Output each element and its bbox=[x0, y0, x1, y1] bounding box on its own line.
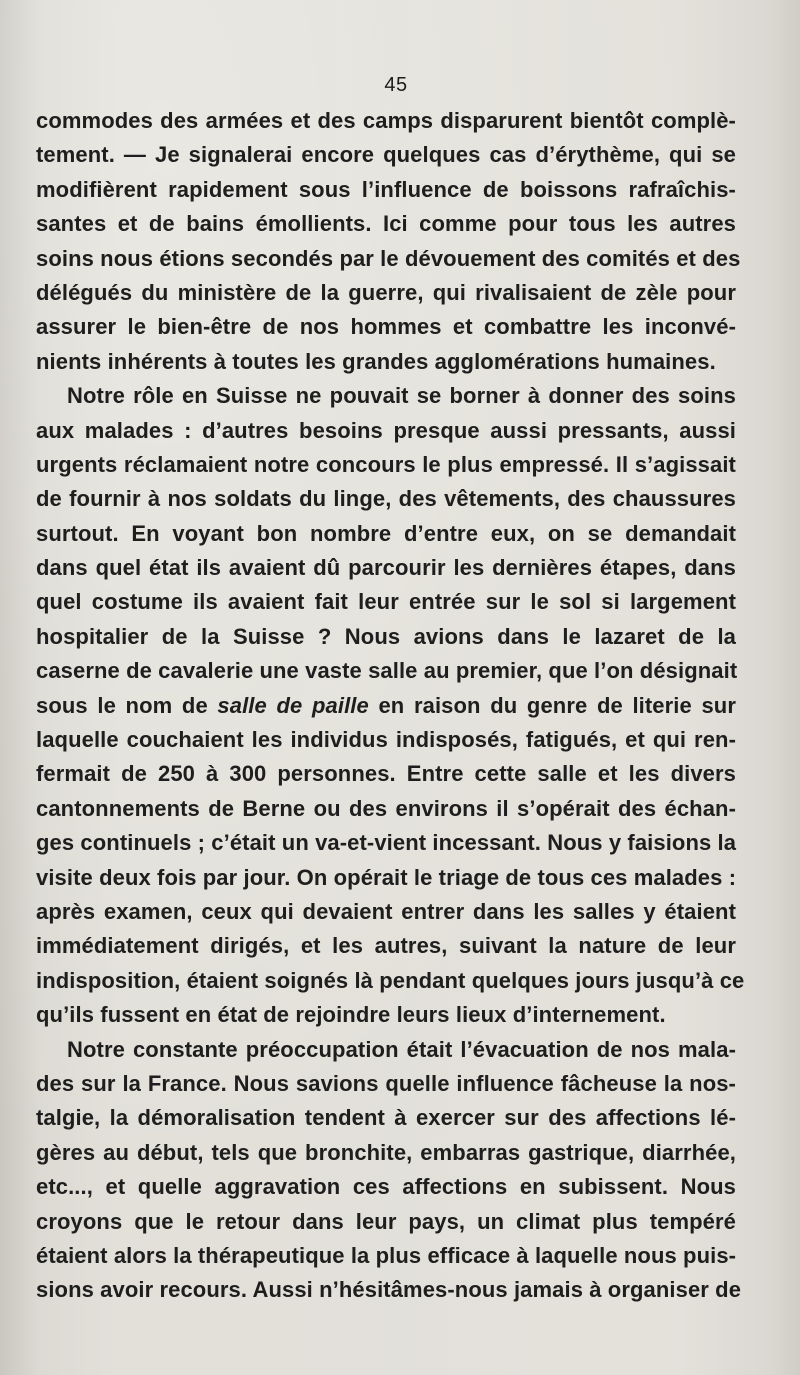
paragraph-first-line: Notre rôle en Suisse ne pouvait se borner à donner des soins bbox=[67, 383, 736, 409]
text-line: délégués du ministère de la guerre, qui rivalisaient de zèle pour bbox=[36, 279, 736, 305]
text-line: assurer le bien-être de nos hommes et combattre les inconvé- bbox=[36, 314, 736, 340]
text-line: immédiatement dirigés, et les autres, suivant la nature de leur bbox=[36, 933, 736, 959]
body-text bbox=[36, 104, 745, 1308]
text-line: sions avoir recours. Aussi n’hésitâmes-nous jamais à organiser de bbox=[36, 1277, 742, 1303]
text-line: quel costume ils avaient fait leur entrée sur le sol si largement bbox=[36, 589, 736, 615]
text-segment: en raison du genre de literie sur bbox=[368, 692, 736, 718]
text-line: santes et de bains émollients. Ici comme pour tous les autres bbox=[36, 211, 736, 237]
text-line: indisposition, étaient soignés là pendant quelques jours jusqu’à ce bbox=[36, 967, 745, 993]
text-line: commodes des armées et des camps disparurent bientôt complè- bbox=[36, 108, 736, 133]
text-line: des sur la France. Nous savions quelle influence fâcheuse la nos- bbox=[36, 1070, 736, 1096]
text-segment: sous le nom de bbox=[36, 692, 218, 718]
text-line: gères au début, tels que bronchite, embarras gastrique, diarrhée, bbox=[36, 1139, 736, 1165]
text-line: caserne de cavalerie une vaste salle au premier, que l’on désignait bbox=[36, 658, 738, 684]
text-line: étaient alors la thérapeutique la plus efficace à laquelle nous puis- bbox=[36, 1242, 737, 1268]
text-line: urgents réclamaient notre concours le plus empressé. Il s’agissait bbox=[36, 451, 736, 477]
text-line: tement. — Je signalerai encore quelques cas d’érythème, qui se bbox=[36, 142, 736, 168]
text-line: aux malades : d’autres besoins presque aussi pressants, aussi bbox=[36, 417, 736, 443]
text-line: croyons que le retour dans leur pays, un climat plus tempéré bbox=[36, 1208, 736, 1234]
text-line: fermait de 250 à 300 personnes. Entre cette salle et les divers bbox=[36, 761, 736, 787]
text-line: modifièrent rapidement sous l’influence de boissons rafraîchis- bbox=[36, 176, 736, 202]
text-line: dans quel état ils avaient dû parcourir les dernières étapes, dans bbox=[36, 555, 736, 581]
text-line: hospitalier de la Suisse ? Nous avions dans le lazaret de la bbox=[36, 623, 736, 649]
text-line: de fournir à nos soldats du linge, des vêtements, des chaussures bbox=[36, 486, 736, 512]
page-number: 45 bbox=[384, 74, 408, 96]
text-line: visite deux fois par jour. On opérait le triage de tous ces malades : bbox=[36, 864, 737, 890]
text-line: ges continuels ; c’était un va-et-vient incessant. Nous y faisions la bbox=[36, 830, 737, 856]
text-line: laquelle couchaient les individus indisposés, fatigués, et qui ren- bbox=[36, 727, 736, 753]
text-line: après examen, ceux qui devaient entrer dans les salles y étaient bbox=[36, 898, 736, 924]
paragraph-last-line: nients inhérents à toutes les grandes agglomérations humaines. bbox=[36, 348, 716, 374]
paragraph-first-line: Notre constante préoccupation était l’évacuation de nos mala- bbox=[67, 1036, 736, 1062]
text-line: talgie, la démoralisation tendent à exercer sur des affections lé- bbox=[36, 1105, 736, 1131]
text-line: etc..., et quelle aggravation ces affections en subissent. Nous bbox=[36, 1174, 736, 1200]
paragraph-last-line: qu’ils fussent en état de rejoindre leurs lieux d’internement. bbox=[36, 1002, 666, 1028]
text-line: soins nous étions secondés par le dévouement des comités et des bbox=[36, 245, 741, 271]
text-line: cantonnements de Berne ou des environs il s’opérait des échan- bbox=[36, 795, 736, 821]
text-line-with-italic bbox=[36, 689, 736, 723]
text-line: surtout. En voyant bon nombre d’entre eux, on se demandait bbox=[36, 520, 736, 546]
italic-term: salle de paille bbox=[217, 692, 369, 718]
